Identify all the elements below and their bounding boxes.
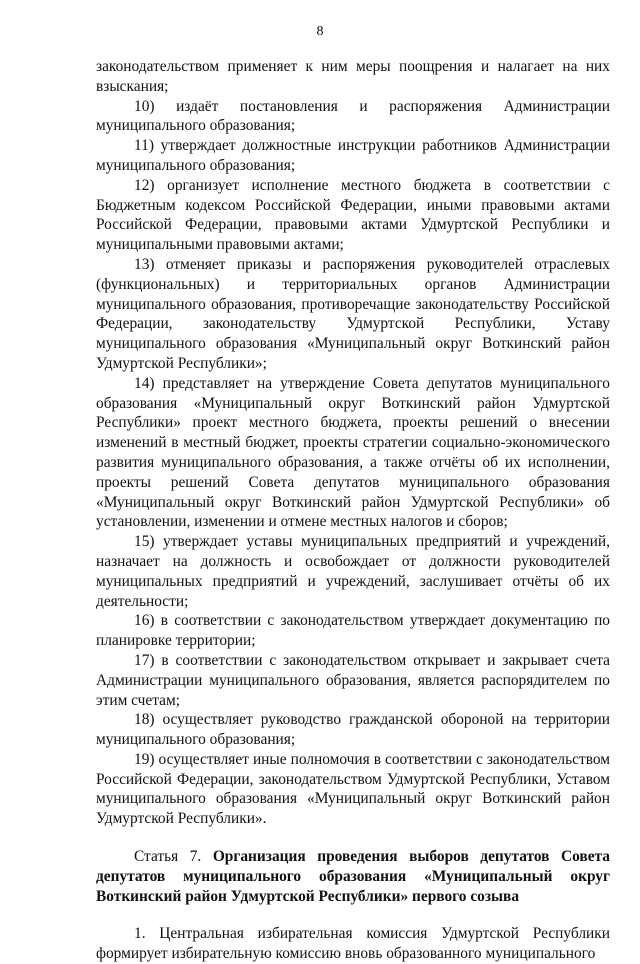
paragraph-item-19: 19) осуществляет иные полномочия в соответствии с законодательством Российской Федерации, законодательством Удмуртской Республики, Уставом муниципального образования «Муниципальный округ Воткинский район Удмуртской Республики». [96, 750, 610, 828]
paragraph-item-17: 17) в соответствии с законодательством открывает и закрывает счета Администрации муниципального образования, является распорядителем по этим счетам; [96, 651, 610, 709]
paragraph-article-7-item-1: 1. Центральная избирательная комиссия Удмуртской Республики формирует избирательную комиссию вновь образованного муниципального [96, 925, 610, 963]
paragraph-item-10: 10) издаёт постановления и распоряжения Администрации муниципального образования; [96, 97, 610, 135]
paragraph-item-13: 13) отменяет приказы и распоряжения руководителей отраслевых (функциональных) и территориальных органов Администрации муниципального образования, противоречащие законодательству Российской Федерации, законодательству Удмуртской Республики, Уставу муниципального образования «Муниципальный округ Воткинский район Удмуртской Республики»; [96, 255, 610, 372]
paragraph-continuation: законодательством применяет к ним меры поощрения и налагает на них взыскания; [96, 58, 610, 95]
paragraph-item-14: 14) представляет на утверждение Совета депутатов муниципального образования «Муниципальный округ Воткинский район Удмуртской Республики» проект местного бюджета, проекты решений о внесении изменений в местный бюджет, проекты стратегии социально-экономического развития муниципального образования, а также отчёты об их исполнении, проекты решений Совета депутатов муниципального образования «Муниципальный округ Воткинский район Удмуртской Республики» об установлении, изменении и отмене местных налогов и сборов; [96, 374, 610, 531]
paragraph-item-15: 15) утверждает уставы муниципальных предприятий и учреждений, назначает на должность и освобождает от должности руководителей муниципальных предприятий и учреждений, заслушивает отчёты об их деятельности; [96, 533, 610, 610]
page-number: 8 [316, 24, 324, 39]
article-heading [96, 847, 610, 906]
paragraph-item-16: 16) в соответствии с законодательством утверждает документацию по планировке территории; [96, 612, 610, 650]
paragraph-item-18: 18) осуществляет руководство гражданской обороной на территории муниципального образования; [96, 711, 610, 749]
article-label: Статья 7. [134, 848, 202, 866]
article-title: Организация проведения выборов депутатов Совета депутатов муниципального образования «Муниципальный округ Воткинский район Удмуртской Республики» первого созыва [96, 848, 611, 905]
paragraph-item-12: 12) организует исполнение местного бюджета в соответствии с Бюджетным кодексом Российской Федерации, иными правовыми актами Российской Федерации, правовыми актами Удмуртской Республики и муниципальными правовыми актами; [96, 176, 610, 254]
document-body [96, 57, 610, 964]
paragraph-item-11: 11) утверждает должностные инструкции работников Администрации муниципального образования; [96, 137, 610, 174]
